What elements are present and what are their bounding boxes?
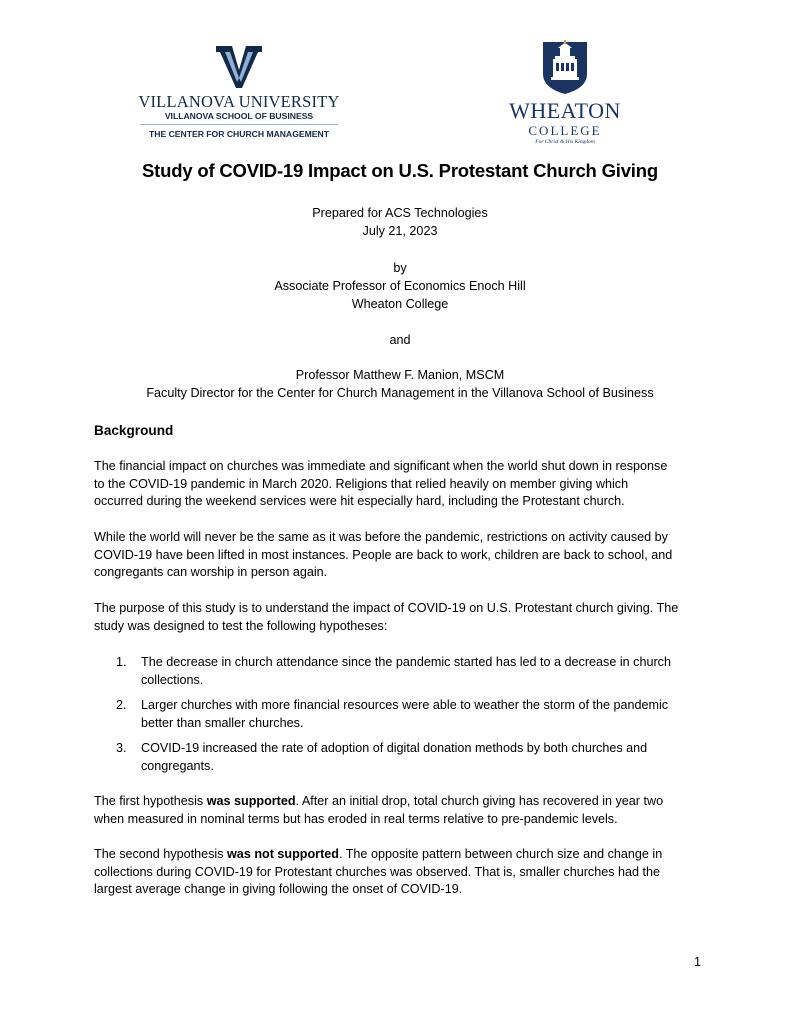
paragraph-line: The purpose of this study is to understand the impact of COVID-19 on U.S. Protestant church giving. The [94, 601, 679, 615]
hypothesis-line: COVID-19 increased the rate of adoption of digital donation methods by both churches and [141, 740, 648, 755]
paragraph-line: occurred during the weekend services were hit especially hard, including the Protestant church. [94, 494, 625, 509]
paragraph-line: to the COVID-19 pandemic in March 2020. Religions that relied heavily on member giving which [94, 476, 629, 491]
paragraph-line: largest average change in giving following the onset of COVID-19. [94, 882, 463, 897]
hypothesis-line: better than smaller churches. [141, 715, 304, 730]
hypothesis-line: The decrease in church attendance since the pandemic started has led to a decrease in church [141, 655, 671, 669]
finding-1-post: . After an initial drop, total church giving has recovered in year two [295, 794, 664, 808]
finding-2-post: . The opposite pattern between church size and change in [338, 847, 663, 861]
paragraph-line: study was designed to test the following hypotheses: [94, 618, 388, 633]
villanova-school-of-business: VILLANOVA SCHOOL OF BUSINESS [164, 111, 314, 121]
villanova-v-mark-icon [214, 44, 264, 90]
hypothesis-line: congregants. [141, 758, 214, 773]
finding-2-paragraph [94, 846, 714, 899]
paragraph-line [94, 793, 714, 811]
paragraph-line: when measured in nominal terms but has eroded in real terms relative to pre-pandemic levels. [94, 811, 618, 826]
author2-title: Professor Matthew F. Manion, MSCM [295, 368, 505, 382]
page-number: 1 [694, 955, 702, 969]
wheaton-logo [498, 40, 632, 150]
finding-1-pre: The first hypothesis [94, 794, 207, 808]
paragraph-line: While the world will never be the same as it was before the pandemic, restrictions on activity caused by [94, 530, 668, 544]
background-paragraph-2 [94, 529, 714, 582]
finding-2-pre: The second hypothesis [94, 847, 228, 861]
center-for-church-management: THE CENTER FOR CHURCH MANAGEMENT [149, 129, 329, 139]
paragraph-line: COVID-19 have been lifted in most instances. People are back to work, children are back to school, and [94, 547, 673, 562]
finding-2-bold: was not supported [227, 847, 339, 861]
hypothesis-number: 3. [116, 740, 127, 755]
prepared-date: July 21, 2023 [362, 224, 438, 238]
hypothesis-number: 1. [116, 655, 127, 669]
paragraph-line [94, 846, 714, 864]
author2-affiliation: Faculty Director for the Center for Church Management in the Villanova School of Business [146, 386, 654, 400]
by-label: by [393, 261, 407, 275]
paragraph-line: congregants can worship in person again. [94, 565, 328, 580]
hypothesis-number: 2. [116, 697, 127, 712]
hypothesis-item [94, 740, 714, 775]
hypothesis-line: collections. [141, 672, 204, 687]
background-heading: Background [94, 423, 174, 438]
hypothesis-item [94, 654, 714, 689]
hypothesis-item [94, 697, 714, 732]
villanova-logo [138, 44, 340, 142]
author1-affiliation: Wheaton College [351, 297, 449, 311]
finding-1-bold: was supported [206, 794, 296, 808]
prepared-for: Prepared for ACS Technologies [312, 206, 488, 220]
paragraph-line: collections during COVID-19 for Protestant churches was observed. That is, smaller churches had the [94, 864, 661, 879]
hypothesis-line: Larger churches with more financial resources were able to weather the storm of the pandemic [141, 697, 669, 712]
wheaton-motto: For Christ & His Kingdom [535, 139, 595, 145]
background-paragraph-3 [94, 600, 714, 635]
background-paragraph-1 [94, 458, 714, 511]
hypotheses-list [94, 654, 714, 783]
villanova-university-name: VILLANOVA UNIVERSITY [138, 92, 340, 111]
document-title: Study of COVID-19 Impact on U.S. Protestant Church Giving [142, 160, 658, 181]
wheaton-shield-icon [541, 40, 589, 96]
wheaton-name: WHEATON [509, 98, 621, 123]
author1-title: Associate Professor of Economics Enoch Hill [274, 279, 526, 293]
villanova-divider [140, 124, 338, 125]
and-label: and [389, 333, 411, 347]
paragraph-line: The financial impact on churches was immediate and significant when the world shut down in response [94, 459, 668, 473]
finding-1-paragraph [94, 793, 714, 828]
wheaton-college-word: COLLEGE [528, 123, 602, 138]
